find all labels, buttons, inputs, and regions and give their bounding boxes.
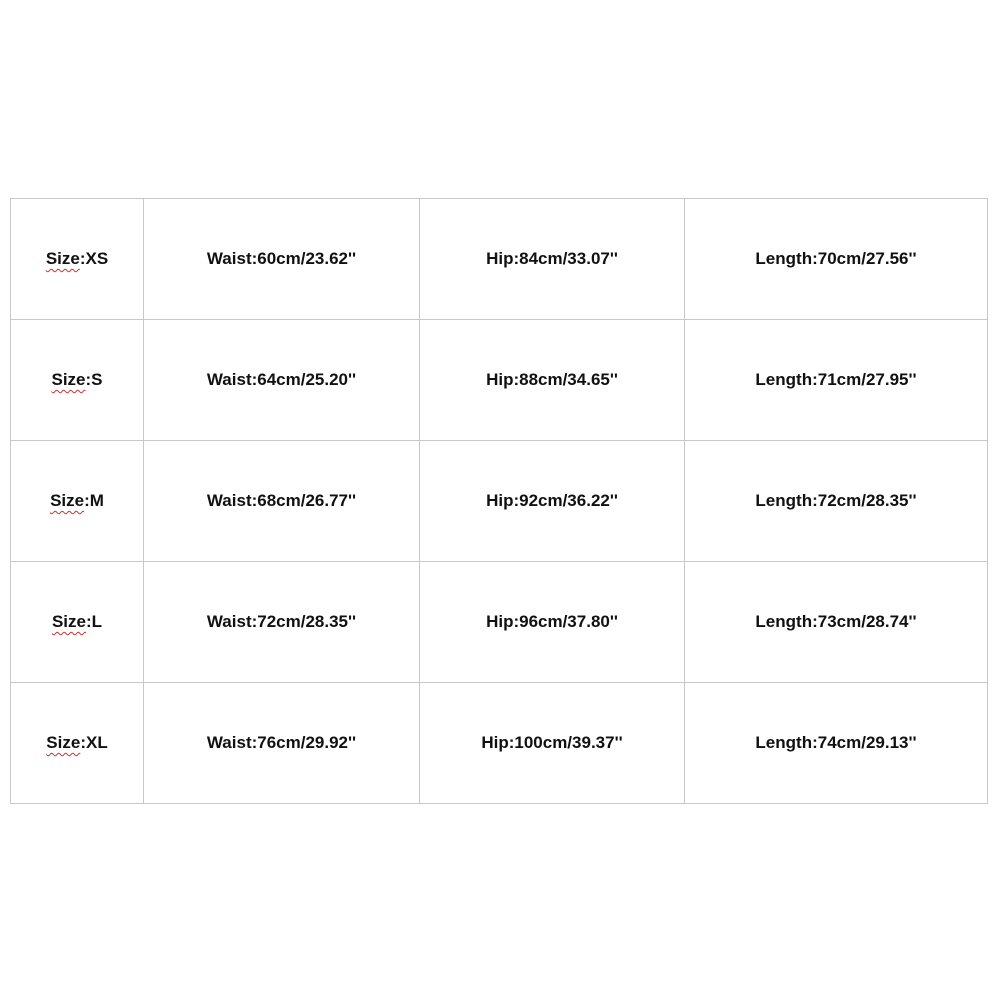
hip-cell: Hip:96cm/37.80'' (420, 562, 685, 683)
length-cell: Length:70cm/27.56'' (685, 199, 988, 320)
size-cell (11, 199, 144, 320)
waist-cell: Waist:76cm/29.92'' (144, 683, 420, 804)
size-label: Size (51, 370, 86, 389)
size-value: :M (84, 491, 104, 510)
table-row (11, 320, 988, 441)
size-cell (11, 320, 144, 441)
size-label: Size (51, 612, 86, 631)
size-chart-table (10, 198, 988, 804)
length-cell: Length:71cm/27.95'' (685, 320, 988, 441)
length-cell: Length:74cm/29.13'' (685, 683, 988, 804)
waist-cell: Waist:60cm/23.62'' (144, 199, 420, 320)
table-row (11, 441, 988, 562)
size-value: :L (85, 612, 103, 631)
size-value: :S (85, 370, 103, 389)
length-cell: Length:72cm/28.35'' (685, 441, 988, 562)
size-label: Size (45, 249, 80, 268)
hip-cell: Hip:88cm/34.65'' (420, 320, 685, 441)
size-value: :XL (80, 733, 108, 752)
size-label: Size (50, 491, 85, 510)
size-cell (11, 441, 144, 562)
waist-cell: Waist:64cm/25.20'' (144, 320, 420, 441)
hip-cell: Hip:84cm/33.07'' (420, 199, 685, 320)
waist-cell: Waist:72cm/28.35'' (144, 562, 420, 683)
size-cell (11, 562, 144, 683)
size-cell (11, 683, 144, 804)
length-cell: Length:73cm/28.74'' (685, 562, 988, 683)
hip-cell: Hip:92cm/36.22'' (420, 441, 685, 562)
hip-cell: Hip:100cm/39.37'' (420, 683, 685, 804)
size-label: Size (46, 733, 81, 752)
table-row (11, 683, 988, 804)
waist-cell: Waist:68cm/26.77'' (144, 441, 420, 562)
table-row (11, 562, 988, 683)
size-value: :XS (79, 249, 109, 268)
table-row (11, 199, 988, 320)
